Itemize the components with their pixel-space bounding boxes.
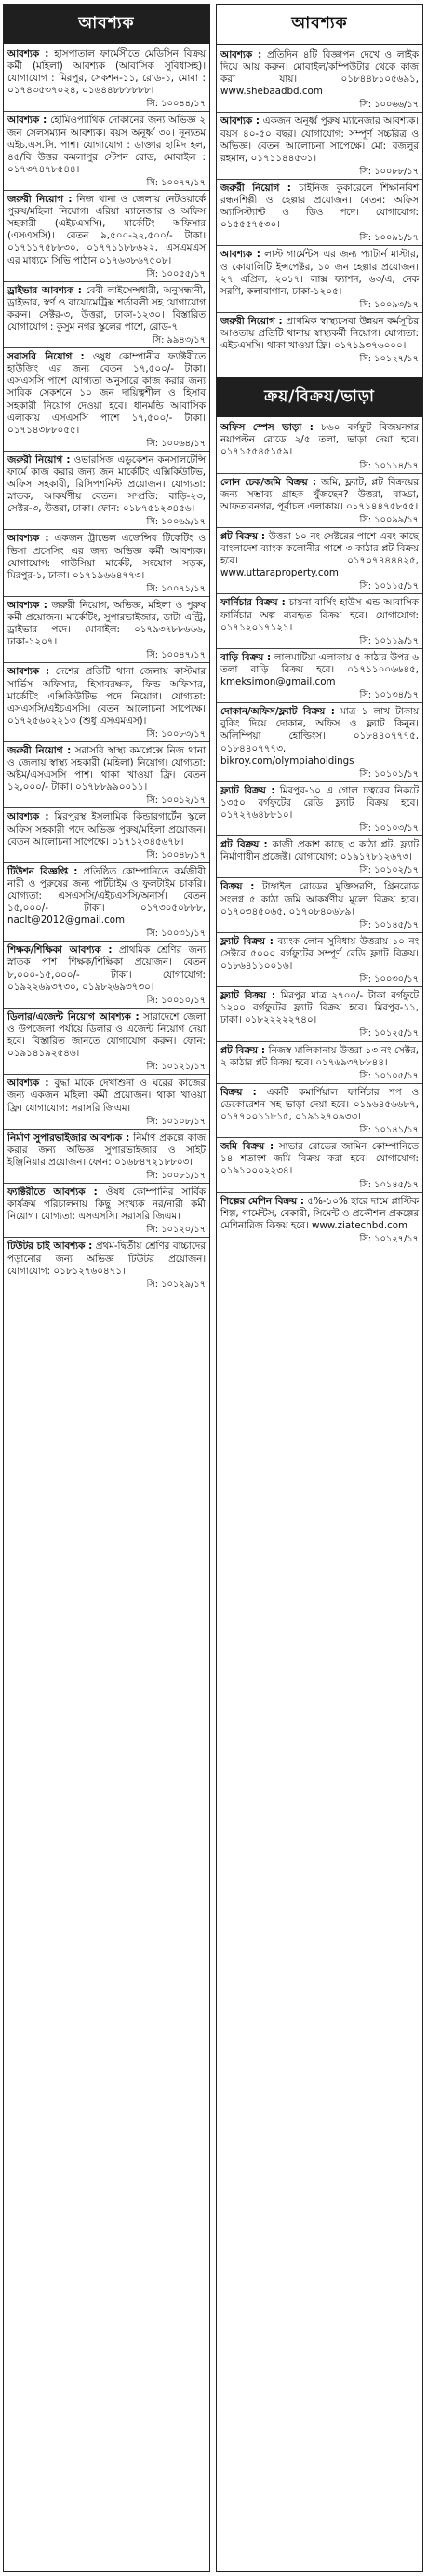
- classified-ad: [220, 313, 419, 366]
- ad-text: নিজস্ব মালিকানায় উত্তরা ১৩ নং সেক্টর, ২ কাঠার প্লট বিক্রয় হবে। ০১৭৬৯৩৭৮৮৪৪।: [220, 1044, 419, 1068]
- right-column: [216, 4, 423, 2572]
- ad-reference: সি: ১০১০২/১৭: [359, 865, 419, 876]
- classified-ad: [7, 46, 206, 111]
- ad-keyword: জরুরী নিয়োগ :: [220, 315, 283, 327]
- ad-keyword: বিক্রয় :: [220, 881, 255, 893]
- ad-keyword: শিক্ষক/শিক্ষিকা আবশ্যক :: [7, 944, 113, 956]
- ad-reference: সি: ১০০৯১/১৭: [359, 233, 419, 244]
- classified-ad: [220, 1193, 419, 1246]
- ad-text: মিরপুর-১০ এ গোল চত্বরের নিকটে ১৩৫০ বর্গফুটের রেডি ফ্ল্যাট বিক্রয় হবে। ০১৭২৭৬৪৮৮১০।: [220, 784, 420, 820]
- ad-reference: সি: ১০১৪১/১৭: [359, 1125, 419, 1136]
- ad-keyword: প্লট বিক্রয় :: [220, 839, 268, 851]
- ad-keyword: ডিলার/এজেন্ট নিয়োগ আবশ্যক :: [7, 1010, 140, 1023]
- ad-reference: সি: ১০০৩০/১৭: [359, 974, 419, 985]
- ad-reference: সি: ১০০৬৯/১৭: [146, 517, 206, 528]
- ad-reference: সি: ১০০৬৪/১৭: [146, 438, 206, 449]
- ad-keyword: জমি বিক্রয় :: [220, 1141, 274, 1153]
- classified-ad: [220, 474, 419, 527]
- classified-ad: [7, 742, 206, 807]
- ad-keyword: টিউটর চাই আবশ্যক :: [7, 1241, 93, 1253]
- ad-reference: সি: ১০১২৫/১৭: [359, 1028, 419, 1039]
- classified-ad: [7, 942, 206, 1007]
- ad-reference: সি: ১০০৬৬/১৭: [359, 100, 419, 111]
- ad-reference: সি: ১০০৮৩/১৭: [146, 728, 206, 739]
- ad-keyword: আবশ্যক :: [7, 811, 49, 823]
- ad-text: ৫%-১০% হারে দামে প্লাস্টিক শিল্প, গার্মেন্টস, বেকারী, সিমেন্ট ও প্রকৌশল প্রকল্পের মেশিনারিজ বিক্রয় হবে। www.ziatechbd.com: [220, 1195, 419, 1231]
- ad-text: প্রাথমিক স্বাস্থ্যসেবা উন্নয়ন কর্মসূচির আওতায় প্রতিটি থানায় স্বাস্থ্যকর্মী নিয়োগ। যোগ্যতা: এইচএসসি। থাকা খাওয়া ফ্রি। ০১৭১৯৩৭৬০০০।: [220, 315, 419, 352]
- ad-text: বুদ্ধা মাকে দেখাশুনা ও ঘরের কাজের জন্য একজন মহিলা কর্মী প্রয়োজন। থাকা খাওয়া ফ্রি। যোগাযোগ: সরাসরি জিএম।: [7, 1078, 206, 1114]
- ad-text: লাস্ট গার্মেন্টস এর জন্য প্যাটার্ন মাস্টার, ও কোয়ালিটি ইন্সপেক্টর, ১০ জন হেল্পার প্রয়োজন। ২৭ এপ্রিল, ২০১৭। লাক্স ফ্যাশন, ৬৩/এ, নেক সরণি, কলাবাগান, ঢাকা-১২০৫।: [220, 249, 419, 297]
- ad-reference: সি: ১০০১০/১৭: [146, 995, 206, 1006]
- ad-reference: সি: ১০০৭১/১৭: [146, 583, 206, 594]
- ad-keyword: আবশ্যক :: [220, 49, 262, 61]
- buy-sell-ads-list: [217, 417, 422, 1248]
- ad-text: নিজ থানা ও জেলায় নেটওয়ার্কে পুরুষ/মহিলা নিয়োগ। এরিয়া ম্যানেজার ও অফিস সহকারী (এইচএসসি), মার্কেটিং অফিসার (এসএসসি)। বেতন ৯,৫০০-২২,৫০০/- টাকা। ০১৭১১৭৫৮৮৩০, ০১৭৭১১৮৮৬২২, এসএমএস এর মাধ্যমে সিভি পাঠান ০১৭৬৩৮৬৭৫০৮।: [7, 194, 206, 266]
- ad-keyword: নির্মাণ সুপারভাইজার আবশ্যক :: [7, 1132, 130, 1144]
- classified-ad: [220, 594, 419, 647]
- ad-text: একটি কমার্শিয়াল ফার্নিচার শপ ও ডেকোরেশন সহ ভাড়া দেয়া হবে। ০১৯৬৪৫৬৬৮৭, ০১৭৭০০১১৮১৫, ০১৯১২৭০৯৩৩।: [220, 1086, 420, 1123]
- ad-text: ঔষধ কোম্পানির সার্বিক কার্যক্রম পরিচালনায় কিছু সংখ্যক নর/নারী কর্মী নিয়োগ। যোগ্যতা: এসএসসি। সরাসরি জিএম।: [7, 1186, 207, 1223]
- right-column-heading: আবশ্যক: [217, 5, 422, 45]
- ad-text: ওভারসিজ এডুকেশন কনসালটেন্সি ফার্মে কাজ করার জন্য জন মার্কেটিং এক্সিকিউটিভ, অফিস সহকারী, রিসিপশনিস্ট প্রয়োজন। যোগ্যতা: স্নাতক, আকর্ষণীয় বেতন। সম্প্রতি: বাড়ি-২৩, সেক্টর-৩, উত্তরা, ঢাকা। ফোন: ০১৮৭৫১২৩৪৫৬।: [7, 454, 206, 515]
- ad-text: ৮৬০ বর্গফুট বিজয়নগর নয়াপল্টন রোডে ২/৫ তলা, ভাড়া দেয়া হবে। ০১৭১৫৫৪৫১৫৯।: [220, 422, 419, 458]
- classified-ad: [7, 1075, 206, 1128]
- ad-reference: সি: ১০০৮১/১৭: [146, 1170, 206, 1181]
- ad-reference: সি: ১০১১৪/১৭: [359, 460, 419, 471]
- ad-text: লালমাটিয়া এলাকায় ৫ কাঠার উপর ৬ তলা বাড়ি বিক্রয় হবে। ০১৭১১০০৬৬৪৫, kmeksimon@gmail.com: [220, 651, 419, 688]
- ad-keyword: লোন চেক/জমি বিক্রয় :: [220, 476, 317, 488]
- ad-keyword: জরুরী নিয়োগ :: [7, 744, 72, 756]
- classified-ad: [220, 836, 419, 877]
- ad-reference: সি: ৯৯৪৩/১৭: [152, 335, 206, 346]
- ad-keyword: আবশ্যক :: [7, 115, 47, 127]
- ad-keyword: ফ্ল্যাট বিক্রয় :: [220, 990, 276, 1002]
- ad-reference: সি: ১০০৫৫/১৭: [146, 268, 206, 279]
- ad-keyword: ফ্ল্যাট বিক্রয় :: [220, 784, 275, 796]
- classified-ad: [220, 1138, 419, 1191]
- ad-keyword: ফ্ল্যাট বিক্রয় :: [220, 935, 274, 947]
- classified-ad: [7, 348, 206, 451]
- classified-ad: [7, 530, 206, 595]
- ad-keyword: সরাসরি নিয়োগ :: [7, 351, 85, 363]
- ad-reference: সি: ১০১০৩/১৭: [359, 823, 419, 834]
- ad-reference: সি: ১০১৪৫/১৭: [359, 919, 419, 930]
- ad-text: একজন ট্রাভেল এজেন্সির টিকেটিং ও ভিসা প্রসেসিং এর জন্য অভিজ্ঞ কর্মী আবশ্যক। যোগাযোগ: গাউসিয়া মার্কেট, সংযোগ সড়ক, মিরপুর-১, ঢাকা। ০১৭১৯৬৬৪৭৭৩।: [7, 533, 206, 581]
- classified-ad: [7, 597, 206, 662]
- ad-reference: সি: ১০১২৭/১৭: [359, 354, 419, 365]
- buy-sell-section: [217, 377, 422, 1248]
- ad-reference: সি: ১০১০১/১৭: [359, 768, 419, 780]
- classified-ad: [7, 863, 206, 942]
- ad-keyword: টিউশন বিজ্ঞপ্তি :: [7, 865, 78, 877]
- ad-keyword: ফ্যাক্টরীতে আবশ্যক :: [7, 1186, 98, 1199]
- ad-reference: সি: ১০১১৫/১৭: [359, 581, 419, 592]
- ad-keyword: আবশ্যক :: [7, 533, 49, 545]
- left-ads-list: [4, 44, 209, 1294]
- classified-ad: [220, 246, 419, 311]
- ad-keyword: শিল্পের মেশিন বিক্রয় :: [220, 1195, 304, 1207]
- ad-text: টাঙ্গাইল রোডের মুক্তিসরণি, গ্রিনরোড সংলগ্ন ৫ কাঠা জমি আকর্ষণীয় মূল্যে বিক্রয় হবে। ০১৭০৩৪৫০৬৫, ০১৭০৮৪০৬৮৯।: [220, 881, 419, 917]
- ad-reference: সি: ১০০১২/১৭: [146, 795, 206, 807]
- ad-text: হাসপাতাল ফার্মেসীতে মেডিসিন বিক্রয় কর্মী (মহিলা) আবশ্যক (আবাসিক সুবিধাসহ)। যোগাযোগ : মিরপুর, সেকশন-১১, রোড-১, মোবা : ০১৭৪৩৫৩৭০২৪, ০১৬৪৪৮৮৮৮৮৮।: [7, 48, 206, 97]
- ad-text: কাজী প্রকাশ কাছে ৩ কাঠা প্লট, ফ্ল্যাট নির্মাণাধীন প্রজেক্ট। যোগাযোগ: ০১৯১৭৮১২৬৭৩।: [220, 839, 419, 863]
- classified-ad: [220, 113, 419, 178]
- ad-keyword: আবশ্যক :: [7, 599, 47, 611]
- ad-keyword: দোকান/অফিস/ফ্ল্যাট বিক্রয় :: [220, 706, 335, 718]
- ad-reference: সি: ১০০৪৮/১৭: [146, 849, 206, 861]
- classified-ad: [7, 191, 206, 281]
- ad-text: সাভার রোডের জামিন কোম্পানিতে ১৪ শতাংশ জমি বিক্রয় করা হবে। যোগাযোগ: ০১৯১০০০২২৩৪।: [220, 1141, 419, 1177]
- ad-reference: সি: ১০১৩৪/১৭: [359, 690, 419, 701]
- classified-ad: [7, 1238, 206, 1291]
- classified-ad: [220, 987, 419, 1040]
- classified-ad: [220, 933, 419, 986]
- ad-text: প্রথম-দ্বিতীয় শ্রেণির বাচ্চাদের পড়ানোর জন্য অভিজ্ঞ টিউটর প্রয়োজন। যোগাযোগ: ০১৮১২৭৬০৪৭১।: [7, 1241, 206, 1277]
- classified-ad: [7, 1184, 206, 1237]
- ad-keyword: প্লট বিক্রয় :: [220, 531, 266, 542]
- classified-ad: [220, 419, 419, 472]
- ad-text: সরাসরি স্বাস্থ্য কমপ্লেক্সে নিজ থানা ও জেলায় স্বাস্থ্য সহকারী (মহিলা) নিয়োগ। যোগ্যতা: অষ্টম/এসএসসি পাশ। থাকা খাওয়া ফ্রি। বেতন ১২,০০০/- টাকা। ০১৭৮৮৯৯০০১১।: [7, 744, 206, 793]
- ad-reference: সি: ১০০৪৪/১৭: [146, 99, 206, 110]
- ad-text: চাইনিজ কুকারেলে শিক্ষানবিশ রন্ধনশিল্পী ও হেল্পার প্রয়োজন। বেতন: অফিস অ্যাসিস্ট্যান্ট ও ডিও পদে। যোগাযোগ: ০১৫৫৫৭৫৩০।: [220, 182, 419, 231]
- classified-ad: [220, 47, 419, 112]
- ad-keyword: ফার্নিচার বিক্রয় :: [220, 597, 286, 609]
- ad-keyword: অফিস স্পেস ভাড়া :: [220, 422, 314, 434]
- ad-reference: সি: ১০১০৮/১৭: [146, 1116, 206, 1127]
- classified-ad: [7, 808, 206, 861]
- classified-ad: [220, 649, 419, 702]
- ad-keyword: বাড়ি বিক্রয় :: [220, 651, 272, 663]
- ad-text: প্রতিষ্ঠিত কোম্পানিতে কর্মজীবী নারী ও পুরুষের জন্য পার্টটাইম ও ফুলটাইম চাকরি। যোগ্যতা: এসএসসি/এইচএসসি/অনার্স। বেতন ১৫,০০০/- টাকা। ০১৭৩০৫০৮৮৮, naclt@2012@gmail.com: [7, 865, 206, 927]
- ad-reference: সি: ১০০৯৩/১৭: [359, 299, 419, 310]
- ad-keyword: বিক্রয় :: [220, 1086, 257, 1098]
- ad-text: মিরপুর মাত্র ২৭০০/- টাকা বর্গফুটে ১২০০ বর্গফুটের ফ্ল্যাট বিক্রয় হবে। মিরপুর-১১, ঢাকা। ০১৮২২২২২৭৪০।: [220, 990, 419, 1026]
- ad-text: সারাদেশে জেলা ও উপজেলা পর্যায়ে ডিলার ও এজেন্ট নিয়োগ দেয়া হবে। বিস্তারিত জানতে যোগাযোগ করুন। ফোন: ০১৯১৪১৯২৫৪৬।: [7, 1010, 206, 1060]
- ad-keyword: ড্রাইভার আবশ্যক :: [7, 284, 82, 296]
- ad-reference: সি: ১০০৪৭/১৭: [146, 650, 206, 661]
- ad-text: হোমিওপ্যাথিক দোকানের জন্য অভিজ্ঞ ২ জন সেলসম্যান আবশ্যক। বয়স অনূর্ধ্ব ৩০। নূন্যতম এইচ.এস.সি. পাশ। যোগাযোগ : ডাক্তার হামিদ হল, ৪৫/বি উত্তর কমলাপুর স্টেশন রোড, মোবাইল : ০১৭৩৭৪৭৮৫৪৪।: [7, 115, 206, 175]
- ad-reference: সি: ১০০৯৯/১৭: [359, 514, 419, 525]
- right-ads-list: [217, 45, 422, 368]
- buy-sell-heading: ক্রয়/বিক্রয়/ভাড়া: [217, 378, 422, 417]
- ad-keyword: জরুরী নিয়োগ :: [220, 182, 291, 194]
- ad-text: দেশের প্রতিটি থানা জেলায় কাস্টমার সার্ভিস অফিসার, হিসাবরক্ষক, ফিল্ড অফিসার, মার্কেটিং এক্সিকিউটিভ পদে নিয়োগ। যোগ্যতা: এসএসসি/এইচএসসি। বেতন আলোচনা সাপেক্ষে। ০১৭২৫৬০২২১৩ (শুধু এসএমএস)।: [7, 666, 206, 726]
- ad-text: চায়না বার্সিং হাউস এন্ড আবাসিক ফার্নিচার অল্প ব্যবহৃত বিক্রয় হবে। যোগাযোগ: ০১৭১২০১৭১২১।: [220, 597, 420, 633]
- ad-text: ওষুধ কোম্পানীর ফ্যাক্টরীতে হাউজিং এর জন্য বেতন ১৭,৫০০/- টাকা। এসএসসি পাশে যোগ্যতা অনুসারে কাজ করার জন্য সাবিক সেকশনে ১০ জন দায়িত্বশীল ও হিসাব সহকারী নিয়োগ দেওয়া হবে। ধানমন্ডি আবাসিক এলাকায় এসএসসি পাশে ১৭,৫০০/- টাকা। ০১৭১৪৩৮৮০৫৫।: [7, 351, 206, 436]
- classified-ad: [220, 878, 419, 931]
- ad-reference: সি: ১০১২৯/১৭: [146, 1279, 206, 1290]
- ad-text: মাত্র ১ লাখ টাকায় বুকিং দিয়ে দোকান, অফিস ও ফ্ল্যাট কিনুন। অলিম্পিয়া হোল্ডিংস। ০১৮৪৪০৭৭৭৫, ০১৮৪৪০৭৭৭৩, bikroy.com/olympiaholdings: [220, 706, 419, 766]
- ad-text: জমি, ফ্ল্যাট, প্লট বিক্রয়ের জন্য সম্ভাব্য গ্রাহক খুঁজছেন? উত্তরা, বাড্ডা, আফতাবনগর, পূর্বাচল এলাকায়। ০১৭১৪৪৭৫৮৫৫।: [220, 476, 419, 512]
- ad-keyword: আবশ্যক :: [7, 666, 50, 678]
- classified-ad: [7, 112, 206, 190]
- classified-ad: [220, 528, 419, 593]
- classified-ad: [220, 782, 419, 835]
- ad-text: উত্তরা ১০ নং সেক্টরের পাশে এবং কাছে বাংলাদেশ ব্যাংক কলোনীর পাশে ৩ কাঠার প্লট বিক্রয় হবে। ০১৭০৭৪৪৪৪২৫, www.uttaraproperty.com: [220, 531, 419, 579]
- ad-keyword: প্লট বিক্রয় :: [220, 1044, 265, 1056]
- ad-reference: সি: ১০১০৫/১৭: [359, 1070, 419, 1081]
- ad-reference: সি: ১০১১৯/১৭: [359, 635, 419, 646]
- classified-ad: [220, 703, 419, 781]
- ad-keyword: আবশ্যক :: [7, 1078, 49, 1090]
- classified-ad: [220, 180, 419, 245]
- classified-ad: [7, 282, 206, 347]
- ad-text: প্রাথমিক শ্রেণির জন্য স্নাতক পাশ শিক্ষক/শিক্ষিকা প্রয়োজন। বেতন ৮,০০০-১৫,০০০/- টাকা। যোগাযোগ: ০১৯২২৬৯৩৭৩০, ০১৯৮২৬৯৩৭৩০।: [7, 944, 206, 993]
- ad-reference: সি: ১০০৮৮/১৭: [359, 166, 419, 177]
- ad-keyword: জরুরী নিয়োগ :: [7, 194, 73, 206]
- classified-ad: [7, 452, 206, 530]
- ad-keyword: জরুরী নিয়োগ :: [7, 454, 71, 466]
- classified-ad: [7, 1130, 206, 1183]
- left-column: [3, 4, 210, 2572]
- ad-text: জরুরী নিয়োগ, অভিজ্ঞ, মহিলা ও পুরুষ কর্মী প্রয়োজন। মার্কেটিং, সুপারভাইজার, ডাটা এন্ট্রি, ড্রাইভার পদে। মোবাইল: ০১৭৯৩৭৮৮৬৬৬, ঢাকা-১২০৭।: [7, 599, 207, 648]
- ad-reference: সি: ১০১২১/১৭: [146, 1062, 206, 1073]
- classified-ad: [220, 1042, 419, 1083]
- ad-reference: সি: ১০১২০/১৭: [146, 1225, 206, 1236]
- left-column-heading: আবশ্যক: [4, 5, 209, 44]
- ad-keyword: আবশ্যক :: [7, 48, 49, 60]
- ad-reference: সি: ১০১২৭/১৭: [359, 1233, 419, 1244]
- ad-keyword: আবশ্যক :: [220, 115, 260, 128]
- ad-text: নির্মাণ প্রকল্পে কাজ করার জন্য অভিজ্ঞ সুপারভাইজার ও সাইট ইঞ্জিনিয়ার প্রয়োজন। ফোন: ০১৬৮৪৭২১৮৮০৩।: [7, 1132, 206, 1168]
- ad-text: বেবী লাইসেন্সধারী, অনুসন্ধানী, ড্রাইভার, স্বর্ণ ও বায়োমেট্রিক্স শর্তাবলী সহ যোগাযোগ করুন। সেক্টর-৩, উত্তরা, ঢাকা-১২৩০। বিস্তারিত যোগাযোগ : কুসুম নগর স্কুলের পাশে, রোড-৭।: [7, 284, 206, 332]
- ad-reference: সি: ১০০৭৭/১৭: [146, 177, 206, 188]
- ad-text: একজন অনূর্ধ্ব পুরুষ ম্যানেজার আবশ্যক। বয়স ৪০-৫০ বছর। যোগাযোগ: সম্পূর্ণ সচ্চরিত্র ও অভিজ্ঞ। বেতন আলোচনা সাপেক্ষে। মো: বজলুর রহমান, ০১৭১১৪৪৫৩১।: [220, 115, 419, 164]
- ad-text: মিরপুরস্থ ইসলামিক কিন্ডারগার্টেন স্কুলে অফিস সহকারী পদে অভিজ্ঞ পুরুষ/মহিলা প্রয়োজন। বেতন আলোচনা সাপেক্ষে। ০১৭১২৩৪৫৬৭৮।: [7, 811, 207, 847]
- classified-ad: [7, 1009, 206, 1074]
- classified-ad: [7, 663, 206, 741]
- ad-keyword: আবশ্যক :: [220, 249, 260, 261]
- ad-text: ব্যাংক লোন সুবিধায় উত্তরায় ১০ নং সেক্টরে ৫০০০ বর্গফুটের সম্পূর্ণ রেডি ফ্ল্যাট বিক্রয়। ০১৮৬৪১১০০১৬।: [220, 935, 420, 971]
- ad-reference: সি: ১০১৪৫/১৭: [359, 1179, 419, 1190]
- ad-text: প্রতিদিন ৪টি বিজ্ঞাপন দেখে ও লাইক দিয়ে আয় করুন। মোবাইল/কম্পিউটার থেকে কাজ করা যায়। ০১৮৪৪৮১০৫৬৯১, www.shebaadbd.com: [220, 49, 420, 98]
- ad-reference: সি: ১০০৩১/১৭: [146, 929, 206, 940]
- classified-ad: [220, 1084, 419, 1137]
